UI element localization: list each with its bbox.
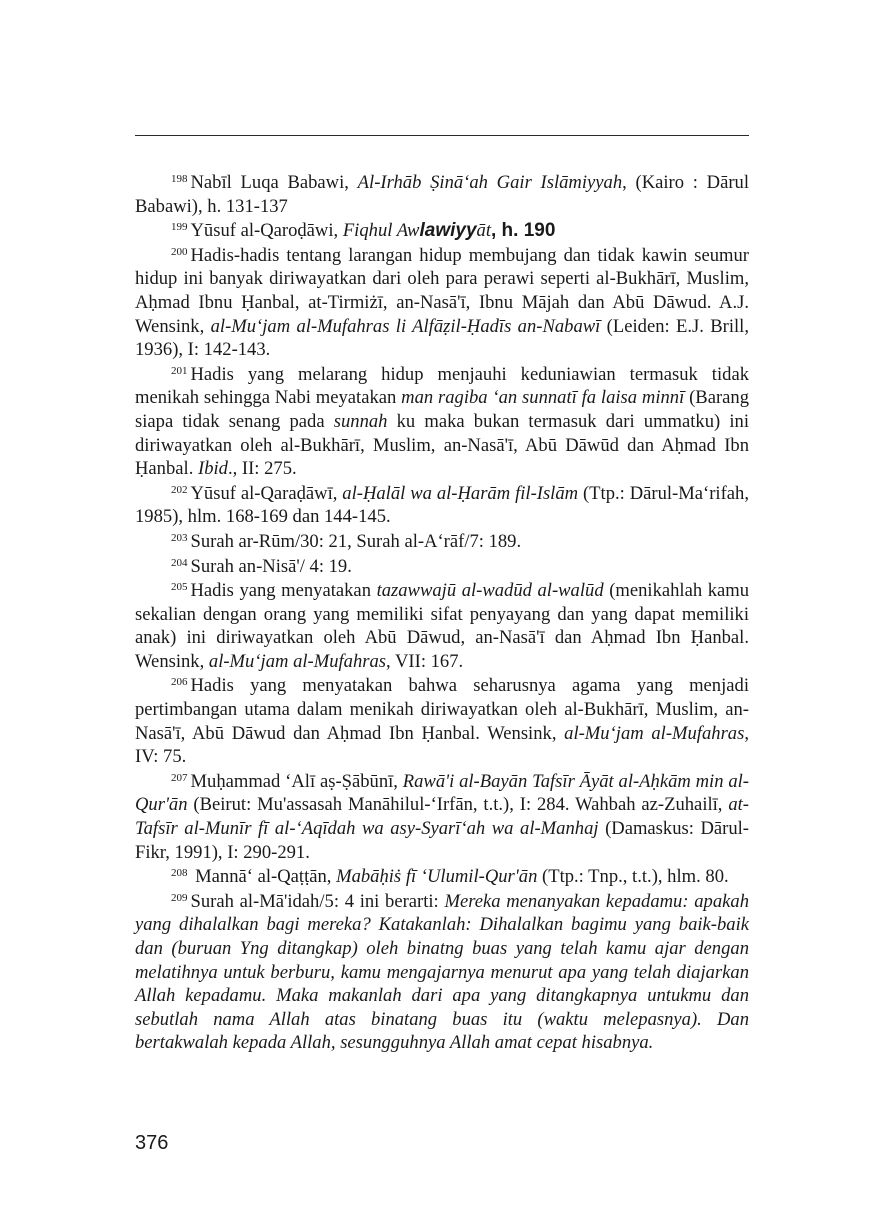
footnote-text: Surah ar-Rūm/30: 21, Surah al-A‘rāf/7: 189. [190,530,522,552]
footnote-title: al-Ḥalāl wa al-Ḥarām fil-Islām [342,482,579,504]
footnote-201 [135,363,749,481]
footnote-text: (Beirut: Mu'assasah Manāhilul-‘Irfān, t.t.), I: 284. Wahbah az-Zuhailī, [187,794,729,816]
footnote-title: al-Mu‘jam al-Mufahras [564,722,745,744]
footnote-title: al-Mu‘jam al-Mufahras [208,650,387,672]
footnote-title: at-Tafsīr al-Munīr fī al-‘Aqīdah wa asy-Syarī‘ah wa al-Manhaj [135,794,749,840]
footnote-number: 206 [171,676,188,689]
footnote-199 [135,219,749,243]
footnote-text: Surah an-Nisā'/ 4: 19. [190,555,352,577]
footnote-number: 208 [171,867,188,880]
footnotes-section [135,171,749,1056]
footnote-number: 202 [171,483,188,496]
footnote-title: Fiqhul Aw [342,220,420,242]
footnote-text: Surah al-Mā'idah/5: 4 ini berarti: [190,890,445,912]
footnote-text: (Ttp.: Dārul-Ma‘rifah, 1985), hlm. 168-169 dan 144-145. [135,482,749,528]
footnote-number: 207 [171,771,188,784]
footnote-number: 199 [171,221,188,234]
footnote-title: āt [476,220,491,242]
footnote-206 [135,674,749,768]
footnote-text: Mannā‘ al-Qaṭṭān, [190,866,337,888]
page-number: 376 [135,1132,169,1154]
footnote-text: (Ttp.: Tnp., t.t.), hlm. 80. [537,866,729,888]
footnote-208 [135,865,749,889]
footnote-title: Al-Irhāb Ṣinā‘ah Gair Islāmiyyah [357,172,623,193]
footnote-text: Hadis yang melarang hidup menjauhi keduniawian termasuk tidak menikah sehingga Nabi meyatakan [135,363,749,409]
footnote-text: (Barang siapa tidak senang pada [135,387,749,432]
footnote-text: , VII: 167. [386,650,464,672]
footnote-number: 201 [171,364,188,377]
footnote-text: Muḥammad ‘Alī aṣ-Ṣābūnī, [190,770,403,792]
footnote-term: sunnah [333,410,388,432]
footnote-203 [135,530,749,554]
footnote-text: ku maka bukan termasuk dari ummatku) ini diriwayatkan oleh al-Bukhārī, Muslim, an-Nasā'ī, Abū Dāwūd dan Aḥmad Ibn Ḥanbal. [135,410,749,480]
footnote-202 [135,482,749,529]
footnote-quote: tazawwajū al-wadūd al-walūd [376,580,604,602]
footnote-text: , IV: 75. [135,722,749,768]
footnote-198 [135,171,749,218]
footnote-text: Yūsuf al-Qaraḍāwī, [190,482,343,504]
footnote-text: Hadis-hadis tentang larangan hidup membujang dan tidak kawin seumur hidup ini banyak diriwayatkan dari oleh para perawi seperti al-Bukhārī, Muslim, Aḥmad Ibnu Ḥanbal, at-Tirmiżī, an-Nasā'ī, Ibnu Mājah dan Abū Dāwud. A.J. Wensink, [135,244,749,337]
footnote-title-bold: lawiyy [419,220,477,242]
footnote-title: al-Mu‘jam al-Mufahras li Alfāẓil-Ḥadīs an-Nabawī [210,315,601,337]
footnote-number: 200 [171,245,188,258]
footnote-number: 209 [171,891,188,904]
footnote-text: Hadis yang menyatakan [190,580,377,602]
footnote-209 [135,890,749,1055]
footnote-page-ref: , h. 190 [490,220,556,242]
footnote-205 [135,579,749,673]
footnote-200 [135,244,749,362]
footnote-title: Rawā'i al-Bayān Tafsīr Āyāt al-Aḥkām min al-Qur'ān [135,770,749,816]
footnote-number: 198 [171,173,188,185]
footnote-text: (Leiden: E.J. Brill, 1936), I: 142-143. [135,315,749,361]
footnote-translation: Mereka menanyakan kepadamu: apakah yang dihalalkan bagi mereka? Katakanlah: Dihalalkan bagimu yang baik-baik dan (buruan Yng ditangkap) oleh binatng buas yang telah kamu ajar dengan melatihnya untuk berburu, kamu mengajarnya menurut apa yang telah diajarkan Allah kepadamu. Maka makanlah dari apa yang ditangkapnya untukmu dan sebutlah nama Allah atas binatang buas itu (waktu melepasnya). Dan bertakwalah kepada Allah, sesungguhnya Allah amat cepat hisabnya. [135,890,749,1054]
footnote-ibid: Ibid [198,458,228,480]
footnote-text: (Damaskus: Dārul-Fikr, 1991), I: 290-291. [135,818,749,863]
footnote-quote: man ragiba ‘an sunnatī fa laisa minnī [401,387,685,409]
footnote-text: (menikahlah kamu sekalian dengan orang yang memiliki sifat penyayang dan yang dapat memiliki anak) ini diriwayatkan oleh Abū Dāwud, an-Nasā'ī dan Aḥmad Ibn Ḥanbal. Wensink, [135,580,750,672]
footnote-text: Yūsuf al-Qaroḍāwi, [190,220,343,242]
footnote-number: 203 [171,531,188,544]
footnote-number: 204 [171,556,188,569]
footnote-separator-rule [135,135,749,136]
footnote-204 [135,555,749,579]
footnote-text: Hadis yang menyatakan bahwa seharusnya agama yang menjadi pertimbangan utama dalam menikah diriwayatkan oleh al-Bukhārī, Muslim, an-Nasā'ī, Abū Dāwud dan Aḥmad Ibn Ḥanbal. Wensink, [135,675,749,744]
footnote-text: , (Kairo : Dārul Babawi), h. 131-137 [135,172,750,217]
footnote-title: Mabāḥiṡ fī ‘Ulumil-Qur'ān [336,866,538,888]
footnote-text: ., II: 275. [227,458,297,480]
footnote-text: Nabīl Luqa Babawi, [190,172,358,193]
footnote-number: 205 [171,581,188,594]
footnote-207 [135,770,749,864]
